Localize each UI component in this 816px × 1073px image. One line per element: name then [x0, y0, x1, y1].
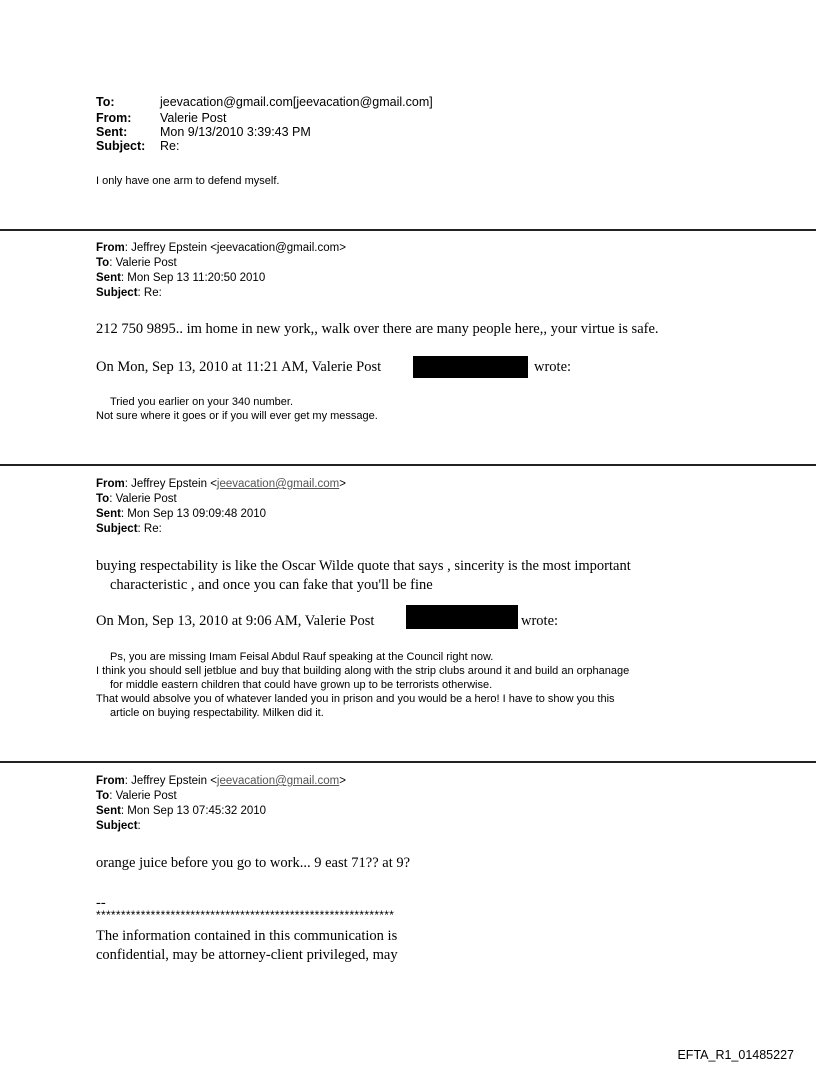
subject-value: Re: — [160, 139, 180, 153]
sent-label: Sent — [96, 805, 121, 817]
message-body-2 — [96, 557, 796, 595]
document-id: EFTA_R1_01485227 — [677, 1048, 794, 1062]
sent-value: : Mon Sep 13 07:45:32 2010 — [120, 805, 267, 817]
quote-line: Ps, you are missing Imam Feisal Abdul Rauf speaking at the Council right now. — [110, 651, 494, 663]
from-value: Valerie Post — [160, 111, 227, 125]
message-body-3: orange juice before you go to work... 9 east 71?? at 9? — [96, 855, 411, 871]
divider — [0, 761, 816, 763]
quoted-text-1 — [96, 395, 736, 423]
subject-label: Subject: — [96, 139, 146, 153]
quote-line: Not sure where it goes or if you will ever get my message. — [96, 410, 378, 422]
sent-label: Sent — [96, 508, 121, 520]
header-body: I only have one arm to defend myself. — [96, 175, 280, 187]
on-wrote-suffix-1: wrote: — [534, 359, 572, 375]
quote-line: I think you should sell jetblue and buy that building along with the strip clubs around it and build an orphanage — [96, 665, 630, 677]
quote-line: Tried you earlier on your 340 number. — [110, 396, 294, 408]
from-email-link[interactable]: jeevacation@gmail.com — [216, 775, 340, 787]
message-header-3 — [96, 774, 696, 834]
quoted-text-2 — [96, 650, 796, 720]
message-header-2 — [96, 477, 696, 537]
subject-label: Subject — [96, 820, 138, 832]
sent-label: Sent: — [96, 125, 128, 139]
from-label: From — [96, 478, 125, 490]
signature-stars: ************************************************************ — [96, 908, 395, 922]
redaction-box — [413, 356, 528, 378]
subject-value: : Re: — [137, 523, 162, 535]
from-label: From — [96, 242, 125, 254]
from-close: > — [339, 775, 346, 787]
subject-label: Subject — [96, 287, 138, 299]
footer-line: confidential, may be attorney-client privileged, may — [96, 947, 398, 963]
subject-value: : Re: — [137, 287, 162, 299]
signature-dashes: -- — [96, 895, 106, 911]
on-wrote-prefix-1: On Mon, Sep 13, 2010 at 11:21 AM, Valerie Post — [96, 359, 382, 375]
body-line: buying respectability is like the Oscar Wilde quote that says , sincerity is the most important — [96, 558, 631, 574]
sent-value: : Mon Sep 13 11:20:50 2010 — [120, 272, 266, 284]
quote-line: That would absolve you of whatever landed you in prison and you would be a hero! I have to show you this — [96, 693, 615, 705]
to-label: To — [96, 790, 110, 802]
from-label: From — [96, 775, 125, 787]
footer-line: The information contained in this communication is — [96, 928, 398, 944]
to-label: To — [96, 493, 110, 505]
to-value: : Valerie Post — [109, 257, 177, 269]
quote-line: article on buying respectability. Milken did it. — [110, 707, 324, 719]
to-value: : Valerie Post — [109, 790, 177, 802]
to-label: To — [96, 257, 110, 269]
message-body-1: 212 750 9895.. im home in new york,, walk over there are many people here,, your virtue is safe. — [96, 321, 659, 337]
body-line: characteristic , and once you can fake that you'll be fine — [110, 577, 433, 593]
confidentiality-footer — [96, 927, 696, 965]
quote-line: for middle eastern children that could have grown up to be terrorists otherwise. — [110, 679, 493, 691]
sent-value: : Mon Sep 13 09:09:48 2010 — [120, 508, 267, 520]
from-email: jeevacation@gmail.com — [216, 242, 340, 254]
to-value: jeevacation@gmail.com[jeevacation@gmail.com] — [160, 95, 433, 109]
from-name: : Jeffrey Epstein < — [124, 242, 217, 254]
subject-value: : — [137, 820, 141, 832]
sent-value: Mon 9/13/2010 3:39:43 PM — [160, 125, 311, 139]
redaction-box — [406, 605, 518, 629]
from-name: : Jeffrey Epstein < — [124, 478, 217, 490]
from-close: > — [339, 478, 346, 490]
message-header-1 — [96, 241, 696, 301]
from-label: From: — [96, 111, 132, 125]
on-wrote-suffix-2: wrote: — [521, 613, 559, 629]
from-close: > — [339, 242, 346, 254]
to-value: : Valerie Post — [109, 493, 177, 505]
from-name: : Jeffrey Epstein < — [124, 775, 217, 787]
sent-label: Sent — [96, 272, 121, 284]
on-wrote-prefix-2: On Mon, Sep 13, 2010 at 9:06 AM, Valerie Post — [96, 613, 375, 629]
to-label: To: — [96, 95, 115, 109]
subject-label: Subject — [96, 523, 138, 535]
email-header — [96, 95, 696, 153]
divider — [0, 229, 816, 231]
from-email-link[interactable]: jeevacation@gmail.com — [216, 478, 340, 490]
divider — [0, 464, 816, 466]
